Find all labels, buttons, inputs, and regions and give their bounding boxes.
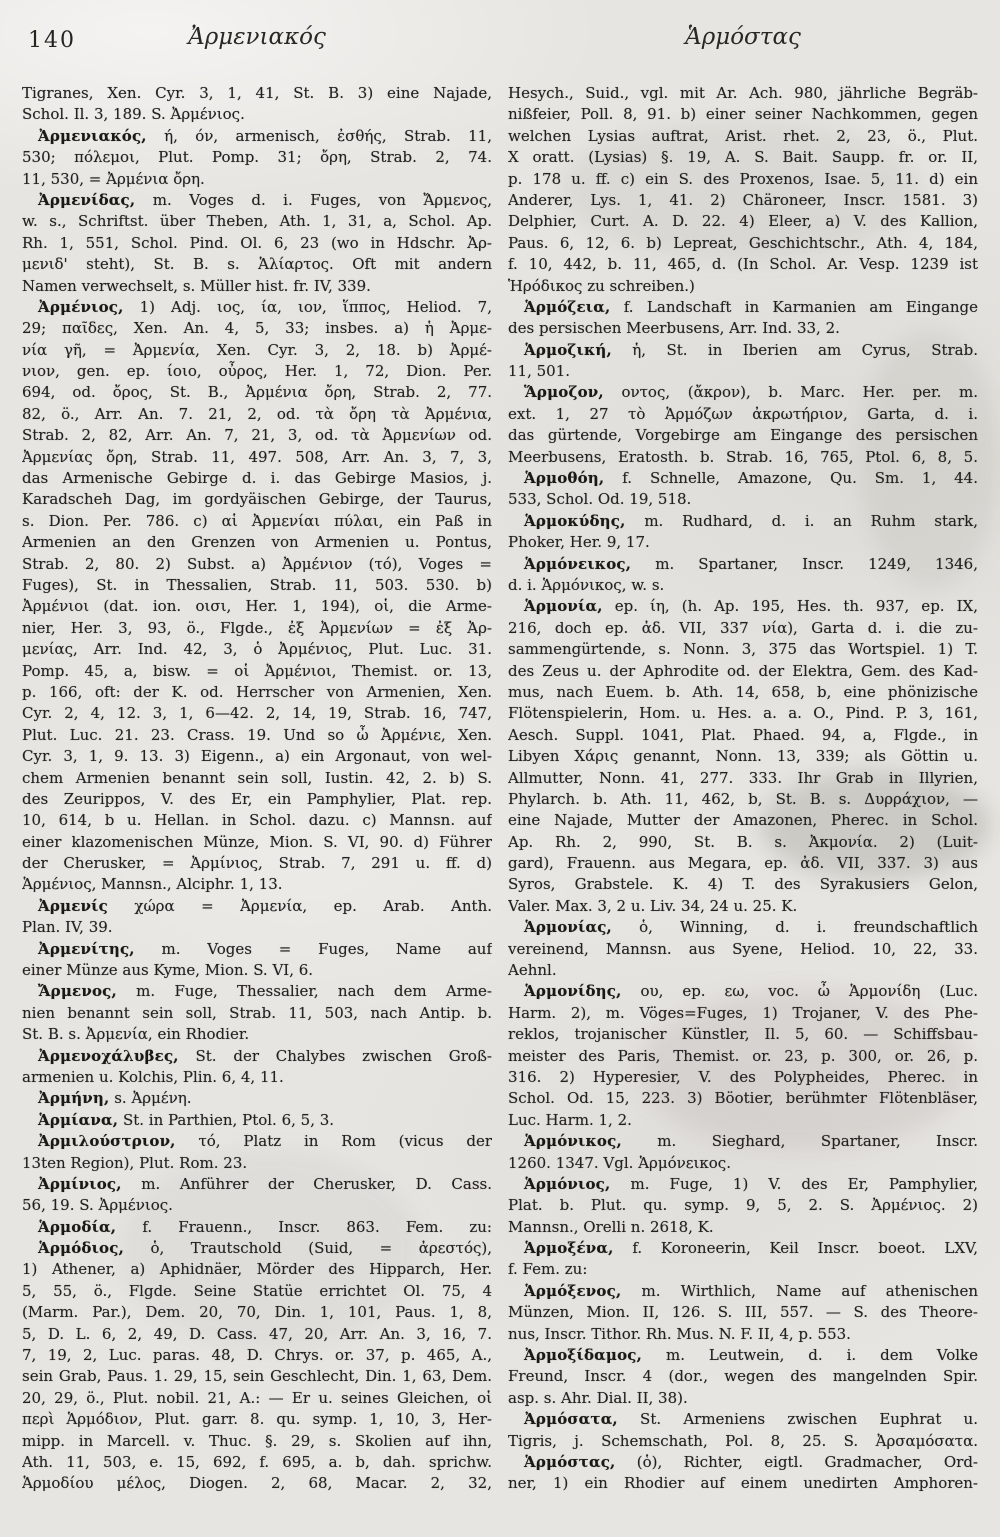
text-line: Allmutter, Nonn. 41, 277. 333. Ihr Grab in Illyrien,	[508, 768, 978, 787]
entry-headword: Ἀρμενίς	[38, 896, 108, 915]
entry-headword: Ἁρμόνιος,	[524, 1174, 611, 1193]
text-line: der Cherusker, = Ἀρμίνιος, Strab. 7, 291 u. ff. d)	[22, 854, 492, 873]
text-line: Freund, Inscr. 4 (dor., wegen des mangelnden Spir.	[508, 1367, 978, 1386]
text-line: Strab. 2, 80. 2) Subst. a) Ἀρμένιον (τό), Voges =	[22, 554, 492, 573]
entry-headword: Ἅρμοζον,	[524, 383, 604, 402]
entry-headword: Ἁρμόδιος,	[38, 1239, 125, 1258]
text-line: ner, 1) ein Rhodier auf einem unedirten Amphoren-	[508, 1474, 978, 1493]
text-line: Harm. 2), m. Vöges=Fuges, 1) Trojaner, V. des Phe-	[508, 1003, 978, 1022]
text-line: μενιδ' steht), St. B. s. Ἁλίαρτος. Oft mit andern	[22, 255, 492, 274]
text-line: einer klazomenischen Münze, Mion. S. VI, 90. d) Führer	[22, 832, 492, 851]
entry-headword: Ἀρμήνη,	[38, 1089, 110, 1108]
entry-headword: Ἁρμόνικος,	[524, 1132, 622, 1151]
text-line: welchen Lysias auftrat, Arist. rhet. 2, 23, ö., Plut.	[508, 126, 978, 145]
text-line: Flötenspielerin, Hom. u. Hes. a. a. O., Pind. P. 3, 161,	[508, 704, 978, 723]
entry-headword: Ἀρμενιακός,	[38, 126, 147, 145]
text-line: Ἡρόδικος zu schreiben.)	[508, 276, 695, 295]
text-line: 11, 501.	[508, 362, 571, 381]
text-line: des Zeus u. der Aphrodite od. der Elektra, Gem. des Kad-	[508, 661, 978, 680]
text-line: 13ten Region), Plut. Rom. 23.	[22, 1153, 248, 1172]
text-line: Fuges), St. in Thessalien, Strab. 11, 503. 530. b)	[22, 575, 492, 594]
text-line: Valer. Max. 3, 2 u. Liv. 34, 24 u. 25. K.	[508, 896, 798, 915]
entry-headword: Ἁρμόνεικος,	[524, 554, 632, 573]
entry-line: Ἀρμενίτης, m. Voges = Fuges, Name auf	[38, 939, 492, 958]
text-line: 11, 530, = Ἀρμένια ὄρη.	[22, 169, 205, 188]
text-line: Plan. IV, 39.	[22, 918, 113, 937]
text-line: 7, 19, 2, Luc. paras. 48, D. Chrys. or. 37, p. 465, A.,	[22, 1346, 492, 1365]
entry-headword: Ἄρμενος,	[38, 982, 117, 1001]
entry-line: Ἀρμενοχάλυβες, St. der Chalybes zwischen Groß-	[38, 1046, 492, 1065]
entry-headword: Ἀρμενίδας,	[38, 190, 136, 209]
text-line: das Armenische Gebirge d. i. das Gebirge Masios, j.	[22, 469, 492, 488]
text-line: einer Münze aus Kyme, Mion. S. VI, 6.	[22, 961, 314, 980]
text-line: Ap. Rh. 2, 990, St. B. s. Ἀκμονία. 2) (Luit-	[508, 832, 978, 851]
text-line: Ἀρμένιοι (dat. ion. οισι, Her. 1, 194), οἱ, die Arme-	[22, 597, 492, 616]
text-line: St. B. s. Ἀρμενία, ein Rhodier.	[22, 1025, 250, 1044]
text-line: p. 178 u. ff. c) ein S. des Proxenos, Isae. 5, 11. d) ein	[508, 169, 978, 188]
text-line: Hesych., Suid., vgl. mit Ar. Ach. 980, jährliche Begräb-	[508, 84, 978, 102]
entry-headword: Ἁρμοζική,	[524, 340, 612, 359]
text-line: Anderer, Lys. 1, 41. 2) Chäroneer, Inscr. 1581. 3)	[508, 190, 978, 209]
text-line: νιον, gen. ep. ίοιο, οὖρος, Her. 1, 72, Dion. Per.	[22, 362, 492, 381]
entry-headword: Ἀρμόσατα,	[524, 1410, 618, 1429]
text-line: sein Grab, Paus. 1. 29, 15, sein Geschlecht, Din. 1, 63, Dem.	[22, 1367, 492, 1386]
entry-headword: Ἁρμοξένα,	[524, 1239, 614, 1258]
text-line: eine Najade, Mutter der Amazonen, Pherec. in Schol.	[508, 811, 978, 830]
entry-headword: Ἁρμονία,	[524, 597, 603, 616]
text-line: νία γῆ, = Ἀρμενία, Xen. Cyr. 3, 2, 18. b) Ἀρμέ-	[22, 340, 492, 359]
entry-line: Ἀρμήνη, s. Ἀρμένη.	[38, 1089, 192, 1108]
entry-headword: Ἁρμονίας,	[524, 918, 612, 937]
text-line: Karadscheh Dag, im gordyäischen Gebirge, der Taurus,	[22, 490, 492, 509]
text-line: Namen verwechselt, s. Müller hist. fr. IV, 339.	[22, 276, 371, 295]
text-columns	[22, 83, 978, 1495]
entry-headword: Ἁρμόστας,	[524, 1453, 616, 1471]
text-line: 20, 29, ö., Plut. nobil. 21, A.: — Er u. seines Gleichen, οἱ	[22, 1388, 492, 1407]
text-line: Ἁρμένιος, Mannsn., Alciphr. 1, 13.	[22, 875, 283, 894]
text-line: armenien u. Kolchis, Plin. 6, 4, 11.	[22, 1067, 284, 1086]
text-line: Phylarch. b. Ath. 11, 462, b, St. B. s. Δυρράχιον, —	[508, 789, 978, 808]
text-line: s. Dion. Per. 786. c) αἱ Ἀρμενίαι πύλαι, ein Paß in	[22, 511, 492, 530]
entry-line: Ἀρμενίδας, m. Voges d. i. Fuges, von Ἄρμενος,	[38, 190, 492, 209]
text-line: 694, od. ὄρος, St. B., Ἀρμένια ὄρη, Strab. 2, 77.	[22, 383, 492, 402]
entry-line: Ἁρμίανα, St. in Parthien, Ptol. 6, 5, 3.	[38, 1110, 335, 1129]
entry-line: Ἁρμοδία, f. Frauenn., Inscr. 863. Fem. zu:	[38, 1217, 492, 1236]
text-line: περὶ Ἁρμόδιον, Plut. garr. 8. qu. symp. 1, 10, 3, Her-	[22, 1410, 492, 1429]
text-line: f. 10, 442, b. 11, 465, d. (In Schol. Ar. Vesp. 1239 ist	[508, 255, 978, 274]
text-line: 216, doch ep. ἀδ. VII, 337 νία), Garta d. i. die zu-	[508, 618, 978, 637]
entry-line: Ἁρμοξένα, f. Koroneerin, Keil Inscr. boeot. LXV,	[524, 1239, 978, 1258]
text-line: Ath. 11, 503, e. 15, 692, f. 695, a. b, dah. sprichw.	[22, 1453, 492, 1471]
text-line: (Marm. Par.), Dem. 20, 70, Din. 1, 101, Paus. 1, 8,	[22, 1303, 492, 1322]
entry-headword: Ἁρμοκύδης,	[524, 511, 626, 530]
text-line: meister des Paris, Themist. or. 23, p. 300, or. 26, p.	[508, 1046, 978, 1065]
text-line: nien benannt sein soll, Strab. 11, 503, nach Antip. b.	[22, 1003, 492, 1022]
text-line: des Zeurippos, V. des Er, ein Pamphylier, Plat. rep.	[22, 789, 492, 808]
text-line: nißfeier, Poll. 8, 91. b) einer seiner Nachkommen, gegen	[508, 105, 978, 124]
entry-line: Ἁρμοθόη, f. Schnelle, Amazone, Qu. Sm. 1, 44.	[524, 469, 978, 488]
text-line: Paus. 6, 12, 6. b) Lepreat, Geschichtschr., Ath. 4, 184,	[508, 233, 978, 252]
text-line: f. Fem. zu:	[508, 1260, 588, 1279]
entry-line: Ἀρμοξίδαμος, m. Leutwein, d. i. dem Volke	[524, 1346, 978, 1365]
entry-line: Ἁρμόνεικος, m. Spartaner, Inscr. 1249, 1346,	[524, 554, 978, 573]
text-line: 1) Athener, a) Aphidnäer, Mörder des Hipparch, Her.	[22, 1260, 492, 1279]
text-line: Aesch. Suppl. 1041, Plat. Phaed. 94, a, Flgde., in	[508, 725, 978, 744]
text-line: Pomp. 45, a, bisw. = οἱ Ἀρμένιοι, Themist. or. 13,	[22, 661, 492, 680]
text-line: 5, 55, ö., Flgde. Seine Statüe errichtet Ol. 75, 4	[22, 1281, 492, 1300]
text-line: Aehnl.	[508, 961, 557, 980]
text-line: Cyr. 2, 4, 12. 3, 1, 6—42. 2, 14, 19, Strab. 16, 747,	[22, 704, 492, 723]
text-line: Cyr. 3, 1, 9. 13. 3) Eigenn., a) ein Argonaut, von wel-	[22, 747, 492, 766]
text-line: mus, nach Euem. b. Ath. 14, 658, b, eine phönizische	[508, 682, 978, 701]
entry-line: Ἁρμονίας, ὁ, Winning, d. i. freundschaftlich	[524, 918, 978, 937]
page-number: 140	[28, 28, 76, 53]
entry-headword: Ἁρμίανα,	[38, 1110, 119, 1129]
text-line: nus, Inscr. Tithor. Rh. Mus. N. F. II, 4, p. 553.	[508, 1324, 851, 1343]
text-line: ext. 1, 27 τὸ Ἁρμόζων ἀκρωτήριον, Garta, d. i.	[508, 404, 978, 423]
entry-line: Ἁρμόδιος, ὁ, Trautschold (Suid, = ἀρεστός),	[38, 1239, 492, 1258]
entry-headword: Ἀρμίνιος,	[38, 1174, 122, 1193]
text-line: Plat. b. Plut. qu. symp. 9, 5, 2. S. Ἀρμένιος. 2)	[508, 1196, 978, 1215]
text-line: Schol. Il. 3, 189. S. Ἀρμένιος.	[22, 105, 245, 124]
text-line: Rh. 1, 551, Schol. Pind. Ol. 6, 23 (wo in Hdschr. Ἀρ-	[22, 233, 492, 252]
entry-line: Ἁρμοζική, ἡ, St. in Iberien am Cyrus, Strab.	[524, 340, 978, 359]
entry-line: Ἁρμόζεια, f. Landschaft in Karmanien am Eingange	[524, 297, 978, 316]
text-line: Tigris, j. Schemschath, Pol. 8, 25. S. Ἀρσαμόσατα.	[508, 1431, 978, 1450]
entry-line: Ἁρμόνικος, m. Sieghard, Spartaner, Inscr.	[524, 1132, 978, 1151]
left-column	[22, 83, 492, 1495]
text-line: 5, D. L. 6, 2, 49, D. Cass. 47, 20, Arr. An. 3, 16, 7.	[22, 1324, 492, 1343]
text-line: Syros, Grabstele. K. 4) T. des Syrakusiers Gelon,	[508, 875, 978, 894]
entry-line: Ἀρμιλούστριον, τό, Platz in Rom (vicus der	[38, 1132, 492, 1151]
text-line: 56, 19. S. Ἀρμένιος.	[22, 1196, 173, 1215]
entry-line: Ἁρμονίδης, ου, ep. εω, voc. ὦ Ἁρμονίδη (Luc.	[524, 982, 978, 1001]
text-line: 1260. 1347. Vgl. Ἁρμόνεικος.	[508, 1153, 731, 1172]
text-line: Schol. Od. 15, 223. 3) Böotier, berühmter Flötenbläser,	[508, 1089, 978, 1108]
text-line: nier, Her. 3, 93, ö., Flgde., ἐξ Ἀρμενίων = ἐξ Ἀρ-	[22, 618, 492, 637]
entry-line: Ἅρμοζον, οντος, (ἄκρον), b. Marc. Her. per. m.	[524, 383, 978, 402]
running-head-left-keyword: Ἀρμενιακός	[188, 24, 326, 50]
entry-line: Ἁρμόξενος, m. Wirthlich, Name auf athenischen	[524, 1281, 978, 1300]
entry-line: Ἁρμόστας, (ὁ), Richter, eigtl. Gradmacher, Ord-	[524, 1453, 978, 1471]
entry-line: Ἁρμονία, ep. ίη, (h. Ap. 195, Hes. th. 937, ep. IX,	[524, 597, 978, 616]
right-column	[508, 83, 978, 1495]
text-line: w. s., Schriftst. über Theben, Ath. 1, 31, a, Schol. Ap.	[22, 212, 492, 231]
text-line: Libyen Χάρις genannt, Nonn. 13, 339; als Göttin u.	[508, 747, 978, 766]
text-line: X oratt. (Lysias) §. 19, A. S. Bait. Saupp. fr. or. II,	[508, 148, 978, 167]
text-line: Ἁρμοδίου μέλος, Diogen. 2, 68, Macar. 2, 32,	[22, 1474, 492, 1493]
entry-line: Ἁρμόνιος, m. Fuge, 1) V. des Er, Pamphylier,	[524, 1174, 978, 1193]
entry-headword: Ἀρμιλούστριον,	[38, 1132, 176, 1151]
text-line: gard), Frauenn. aus Megara, ep. ἀδ. VII, 337. 3) aus	[508, 854, 978, 873]
running-head-right-keyword: Ἁρμόστας	[685, 24, 801, 50]
entry-headword: Ἁρμόζεια,	[524, 297, 611, 316]
text-line: d. i. Ἁρμόνικος, w. s.	[508, 575, 665, 594]
text-line: Ἀρμενίας ὄρη, Strab. 11, 497. 508, Arr. An. 3, 7, 3,	[22, 447, 492, 466]
text-line: chem Armenien benannt sein soll, Iustin. 42, 2. b) S.	[22, 768, 492, 787]
text-line: vereinend, Mannsn. aus Syene, Heliod. 10, 22, 33.	[508, 939, 978, 958]
text-line: p. 166, oft: der K. od. Herrscher von Armenien, Xen.	[22, 682, 492, 701]
text-line: Delphier, Curt. A. D. 22. 4) Eleer, a) V. des Kallion,	[508, 212, 978, 231]
text-line: Münzen, Mion. II, 126. S. III, 557. — S. des Theore-	[508, 1303, 978, 1322]
text-line: 82, ö., Arr. An. 7. 21, 2, od. τὰ ὄρη τὰ Ἀρμένια,	[22, 404, 492, 423]
text-line: Plut. Luc. 21. 23. Crass. 19. Und so ὦ Ἀρμένιε, Xen.	[22, 725, 492, 744]
entry-headword: Ἀρμενοχάλυβες,	[38, 1046, 179, 1065]
text-line: Strab. 2, 82, Arr. An. 7, 21, 3, od. τὰ Ἀρμενίων od.	[22, 426, 492, 445]
text-line: Meerbusens, Eratosth. b. Strab. 16, 765, Ptol. 6, 8, 5.	[508, 447, 978, 466]
entry-line: Ἄρμενος, m. Fuge, Thessalier, nach dem Arme-	[38, 982, 492, 1001]
text-line: Phoker, Her. 9, 17.	[508, 533, 650, 552]
text-line: mipp. in Marcell. v. Thuc. §. 29, s. Skolien auf ihn,	[22, 1431, 492, 1450]
text-line: μενίας, Arr. Ind. 42, 3, ὁ Ἀρμένιος, Plut. Luc. 31.	[22, 640, 492, 659]
text-line: 530; πόλεμοι, Plut. Pomp. 31; ὄρη, Strab. 2, 74.	[22, 148, 492, 167]
entry-headword: Ἁρμοδία,	[38, 1217, 117, 1236]
entry-line: Ἀρμόσατα, St. Armeniens zwischen Euphrat u.	[524, 1410, 978, 1429]
text-line: Luc. Harm. 1, 2.	[508, 1110, 632, 1129]
page-header	[22, 24, 978, 58]
text-line: Tigranes, Xen. Cyr. 3, 1, 41, St. B. 3) eine Najade,	[22, 84, 492, 102]
text-line: 29; παῖδες, Xen. An. 4, 5, 33; insbes. a) ἡ Ἀρμε-	[22, 319, 492, 338]
text-line: Mannsn., Orelli n. 2618, K.	[508, 1217, 714, 1236]
text-line: Armenien an den Grenzen von Armenien u. Pontus,	[22, 533, 492, 552]
text-line: asp. s. Ahr. Dial. II, 38).	[508, 1388, 688, 1407]
entry-headword: Ἁρμονίδης,	[524, 982, 622, 1001]
entry-line: Ἀρμενίς χώρα = Ἀρμενία, ep. Arab. Anth.	[38, 896, 492, 915]
entry-line: Ἀρμένιος, 1) Adj. ιος, ία, ιον, ἵππος, Heliod. 7,	[38, 297, 492, 316]
entry-headword: Ἀρμενίτης,	[38, 939, 135, 958]
entry-headword: Ἀρμένιος,	[38, 297, 124, 316]
text-line: des persischen Meerbusens, Arr. Ind. 33, 2.	[508, 319, 840, 338]
entry-headword: Ἁρμοθόη,	[524, 469, 605, 488]
entry-line: Ἀρμίνιος, m. Anführer der Cherusker, D. Cass.	[38, 1174, 492, 1193]
text-line: das gürtende, Vorgebirge am Eingange des persischen	[508, 426, 978, 445]
entry-headword: Ἀρμοξίδαμος,	[524, 1346, 643, 1365]
entry-headword: Ἁρμόξενος,	[524, 1281, 622, 1300]
entry-line: Ἀρμενιακός, ή, όν, armenisch, ἐσθής, Strab. 11,	[38, 126, 492, 145]
text-line: sammengürtende, s. Nonn. 3, 375 das Wortspiel. 1) T.	[508, 640, 978, 659]
text-line: 316. 2) Hyperesier, V. des Polypheides, Pherec. in	[508, 1067, 978, 1086]
text-line: 10, 614, b u. Hellan. in Schol. dazu. c) Mannsn. auf	[22, 811, 492, 830]
text-line: 533, Schol. Od. 19, 518.	[508, 490, 692, 509]
text-line: reklos, trojanischer Künstler, Il. 5, 60. — Schiffsbau-	[508, 1025, 978, 1044]
entry-line: Ἁρμοκύδης, m. Rudhard, d. i. an Ruhm stark,	[524, 511, 978, 530]
